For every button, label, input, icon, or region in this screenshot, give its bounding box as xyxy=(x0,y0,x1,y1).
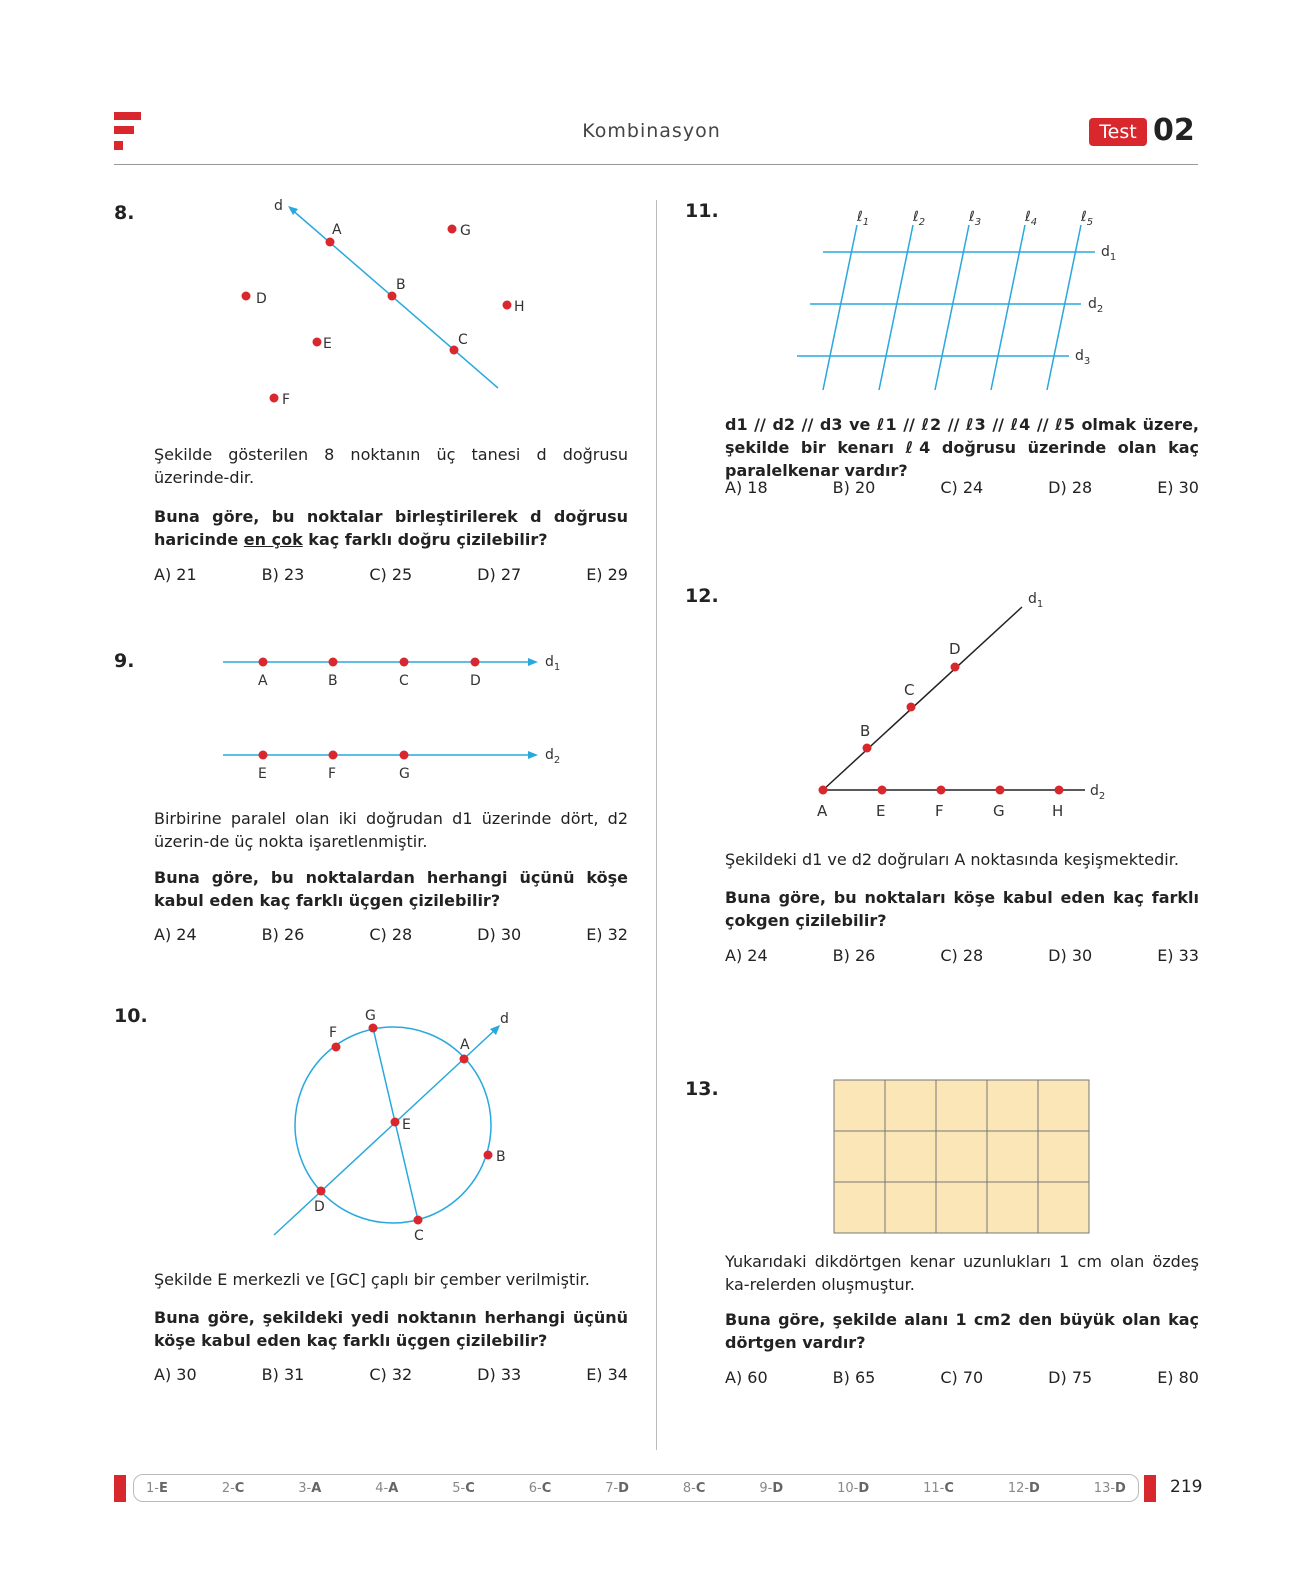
svg-text:F: F xyxy=(935,802,944,820)
answer-key-item: 13-D xyxy=(1093,1480,1126,1496)
answer-key-item: 3-A xyxy=(298,1480,322,1496)
q13-option-a[interactable]: A) 60 xyxy=(725,1368,768,1387)
svg-text:d2: $d_2$ xyxy=(545,747,561,766)
q9-option-e[interactable]: E) 32 xyxy=(586,925,628,944)
svg-text:A: A xyxy=(258,673,268,689)
svg-text:D: D xyxy=(256,291,267,307)
q9-question: Buna göre, bu noktalardan herhangi üçünü köşe kabul eden kaç farklı üçgen çizilebilir? xyxy=(154,868,628,910)
svg-text:ℓ3: ℓ$_3$ xyxy=(969,209,982,228)
answer-key-item: 5-C xyxy=(452,1480,475,1496)
svg-text:B: B xyxy=(860,722,871,740)
q10-option-c[interactable]: C) 32 xyxy=(369,1365,413,1384)
svg-text:D: D xyxy=(314,1199,325,1215)
q10-figure xyxy=(260,1005,530,1255)
q8-option-d[interactable]: D) 27 xyxy=(477,565,522,584)
q8-question: Buna göre, bu noktalar birleştirilerek d doğrusu haricinde en çok kaç farklı doğru çizilebilir? xyxy=(154,507,628,549)
q11-option-a[interactable]: A) 18 xyxy=(725,478,768,497)
q9-option-b[interactable]: B) 26 xyxy=(261,925,305,944)
svg-text:C: C xyxy=(458,332,468,348)
svg-text:D: D xyxy=(470,673,481,689)
svg-text:A: A xyxy=(332,222,342,238)
q8-label-d: d xyxy=(274,198,283,214)
svg-text:d1: $d_1$ xyxy=(545,654,561,673)
svg-text:ℓ2: ℓ$_2$ xyxy=(913,209,926,228)
q12-option-e[interactable]: E) 33 xyxy=(1157,946,1199,965)
svg-text:E: E xyxy=(323,336,332,352)
answer-key-item: 11-C xyxy=(923,1480,954,1496)
test-badge: Test xyxy=(1089,118,1147,146)
q10-stem: Şekilde E merkezli ve [GC] çaplı bir çember verilmiştir. xyxy=(154,1270,590,1289)
svg-text:B: B xyxy=(396,277,406,293)
q9-option-d[interactable]: D) 30 xyxy=(477,925,522,944)
q11-option-d[interactable]: D) 28 xyxy=(1048,478,1093,497)
answer-key-item: 6-C xyxy=(528,1480,552,1496)
svg-text:F: F xyxy=(329,1025,338,1041)
q12-option-a[interactable]: A) 24 xyxy=(725,946,768,965)
q11-options xyxy=(725,478,1199,497)
q10-options xyxy=(154,1365,628,1384)
svg-text:F: F xyxy=(328,766,337,780)
q13-option-b[interactable]: B) 65 xyxy=(832,1368,876,1387)
q8-number: 8. xyxy=(114,202,135,224)
q10-option-a[interactable]: A) 30 xyxy=(154,1365,197,1384)
svg-text:D: D xyxy=(949,640,961,658)
answer-key-item: 4-A xyxy=(375,1480,399,1496)
q12-option-b[interactable]: B) 26 xyxy=(832,946,876,965)
svg-text:H: H xyxy=(514,299,525,315)
answer-key-item: 8-C xyxy=(682,1480,706,1496)
column-divider xyxy=(656,200,657,1450)
footer-tab-left xyxy=(114,1475,126,1502)
q8-option-e[interactable]: E) 29 xyxy=(586,565,628,584)
q10-number: 10. xyxy=(114,1005,148,1027)
q12-figure xyxy=(800,585,1120,825)
q10-option-d[interactable]: D) 33 xyxy=(477,1365,522,1384)
svg-text:C: C xyxy=(904,681,915,699)
svg-text:G: G xyxy=(399,766,410,780)
q12-number: 12. xyxy=(685,585,719,607)
answer-key-item: 1-E xyxy=(146,1480,168,1496)
q11-figure xyxy=(795,205,1125,395)
svg-text:d1: $d_1$ xyxy=(1101,244,1117,263)
svg-text:d2: $d_2$ xyxy=(1088,296,1104,315)
q13-question: Buna göre, şekilde alanı 1 cm2 den büyük olan kaç dörtgen vardır? xyxy=(725,1310,1199,1352)
q9-stem: Birbirine paralel olan iki doğrudan d1 üzerinde dört, d2 üzerin-de üç nokta işaretlenmiştir. xyxy=(154,809,628,851)
q9-option-c[interactable]: C) 28 xyxy=(369,925,413,944)
svg-text:d: d xyxy=(500,1011,509,1027)
svg-text:H: H xyxy=(1052,802,1064,820)
q10-question: Buna göre, şekildeki yedi noktanın herhangi üçünü köşe kabul eden kaç farklı üçgen çizilebilir? xyxy=(154,1308,628,1350)
svg-text:d2: $d_2$ xyxy=(1090,783,1106,802)
q13-option-d[interactable]: D) 75 xyxy=(1048,1368,1093,1387)
svg-text:ℓ1: ℓ$_1$ xyxy=(857,209,870,228)
q11-question: d1 // d2 // d3 ve ℓ1 // ℓ2 // ℓ3 // ℓ4 // ℓ5 olmak üzere, şekilde bir kenarı ℓ4 doğrusu üzerinde olan kaç paralelkenar vardır? xyxy=(725,415,1199,480)
q12-options xyxy=(725,946,1199,965)
q12-stem: Şekildeki d1 ve d2 doğruları A noktasında keşişmektedir. xyxy=(725,850,1179,869)
q9-number: 9. xyxy=(114,650,135,672)
svg-text:A: A xyxy=(460,1037,470,1053)
q11-option-b[interactable]: B) 20 xyxy=(832,478,876,497)
q12-option-d[interactable]: D) 30 xyxy=(1048,946,1093,965)
svg-text:ℓ5: ℓ$_5$ xyxy=(1081,209,1094,228)
answer-key xyxy=(133,1474,1139,1502)
svg-text:E: E xyxy=(876,802,886,820)
q9-figure xyxy=(215,640,575,780)
svg-text:C: C xyxy=(414,1228,424,1244)
svg-text:d1: $d_1$ xyxy=(1028,591,1044,610)
footer-tab-right xyxy=(1144,1475,1156,1502)
q8-option-b[interactable]: B) 23 xyxy=(261,565,305,584)
answer-key-item: 7-D xyxy=(605,1480,629,1496)
q8-figure xyxy=(230,190,550,420)
q11-option-e[interactable]: E) 30 xyxy=(1157,478,1199,497)
q12-question: Buna göre, bu noktaları köşe kabul eden kaç farklı çokgen çizilebilir? xyxy=(725,888,1199,930)
q11-option-c[interactable]: C) 24 xyxy=(940,478,984,497)
q8-options xyxy=(154,565,628,584)
svg-text:G: G xyxy=(460,223,471,239)
answer-key-item: 9-D xyxy=(759,1480,784,1496)
answer-key-item: 2-C xyxy=(221,1480,245,1496)
svg-text:F: F xyxy=(282,392,291,408)
q12-option-c[interactable]: C) 28 xyxy=(940,946,984,965)
q8-option-c[interactable]: C) 25 xyxy=(369,565,413,584)
page-number: 219 xyxy=(1170,1477,1203,1497)
q9-option-a[interactable]: A) 24 xyxy=(154,925,197,944)
svg-text:E: E xyxy=(402,1117,411,1133)
svg-text:d3: $d_3$ xyxy=(1075,348,1091,367)
q13-stem: Yukarıdaki dikdörtgen kenar uzunlukları 1 cm olan özdeş ka-relerden oluşmuştur. xyxy=(725,1252,1199,1294)
q9-options xyxy=(154,925,628,944)
q13-options xyxy=(725,1368,1199,1387)
q13-option-c[interactable]: C) 70 xyxy=(940,1368,984,1387)
q11-number: 11. xyxy=(685,200,719,222)
q13-grid xyxy=(833,1079,1093,1235)
q8-option-a[interactable]: A) 21 xyxy=(154,565,197,584)
q13-number: 13. xyxy=(685,1078,719,1100)
svg-text:C: C xyxy=(399,673,409,689)
header-divider xyxy=(114,164,1198,165)
q10-option-e[interactable]: E) 34 xyxy=(586,1365,628,1384)
page-title: Kombinasyon xyxy=(582,120,721,142)
q13-option-e[interactable]: E) 80 xyxy=(1157,1368,1199,1387)
svg-text:B: B xyxy=(328,673,338,689)
answer-key-item: 10-D xyxy=(837,1480,870,1496)
svg-text:A: A xyxy=(817,802,828,820)
svg-text:G: G xyxy=(993,802,1005,820)
q8-stem: Şekilde gösterilen 8 noktanın üç tanesi d doğrusu üzerinde-dir. xyxy=(154,445,628,487)
svg-text:G: G xyxy=(365,1008,376,1024)
q10-option-b[interactable]: B) 31 xyxy=(261,1365,305,1384)
svg-text:ℓ4: ℓ$_4$ xyxy=(1025,209,1038,228)
test-number: 02 xyxy=(1153,113,1195,148)
svg-text:E: E xyxy=(258,766,267,780)
answer-key-item: 12-D xyxy=(1007,1480,1040,1496)
svg-text:B: B xyxy=(496,1149,506,1165)
